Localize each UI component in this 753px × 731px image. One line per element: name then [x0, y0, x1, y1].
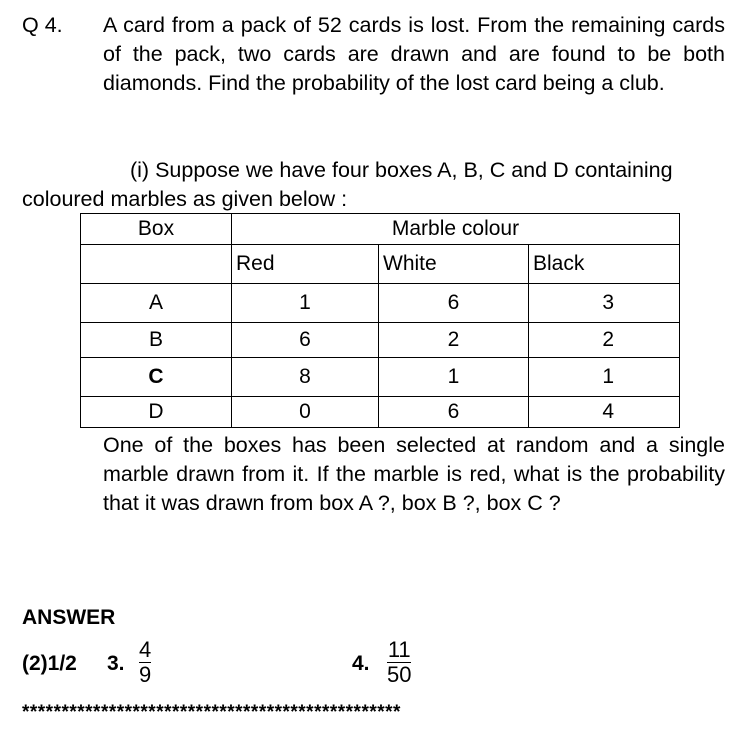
answer-4-fraction — [385, 638, 413, 687]
denominator: 9 — [139, 662, 152, 687]
colour-black: Black — [529, 245, 680, 284]
answer-2: (2)1/2 — [22, 652, 77, 675]
denominator: 50 — [387, 662, 412, 687]
box-label: C — [81, 358, 232, 397]
black-count: 1 — [529, 358, 680, 397]
numerator: 4 — [139, 637, 152, 662]
white-count: 6 — [379, 397, 529, 428]
part-i-line1: (i) Suppose we have four boxes A, B, C and D containing — [130, 158, 673, 182]
table-row — [81, 323, 680, 358]
box-header: Box — [81, 214, 232, 245]
followup-text: One of the boxes has been selected at random and a single marble drawn from it. If the marble is red, what is the probability that it was drawn from box A ?, box B ?, box C ? — [103, 433, 725, 515]
white-count: 1 — [379, 358, 529, 397]
table-row — [81, 358, 680, 397]
red-count: 6 — [232, 323, 379, 358]
box-label: D — [81, 397, 232, 428]
numerator: 11 — [387, 637, 411, 662]
white-count: 6 — [379, 284, 529, 323]
question-text: A card from a pack of 52 cards is lost. From the remaining cards of the pack, two cards are drawn and are found to be both diamonds. Find the probability of the lost card being a club. — [103, 13, 725, 95]
black-count: 4 — [529, 397, 680, 428]
table-row — [81, 284, 680, 323]
red-count: 0 — [232, 397, 379, 428]
question-number: Q 4. — [22, 13, 63, 37]
answer-heading: ANSWER — [22, 606, 116, 629]
white-count: 2 — [379, 323, 529, 358]
red-count: 1 — [232, 284, 379, 323]
box-label: B — [81, 323, 232, 358]
marble-table — [80, 213, 680, 428]
answer-4-label: 4. — [352, 652, 370, 675]
black-count: 2 — [529, 323, 680, 358]
red-count: 8 — [232, 358, 379, 397]
colour-white: White — [379, 245, 529, 284]
box-label: A — [81, 284, 232, 323]
answer-3-label: 3. — [107, 652, 125, 675]
colour-header: Marble colour — [232, 214, 680, 245]
part-i-line2: coloured marbles as given below : — [22, 187, 348, 211]
empty-cell — [81, 245, 232, 284]
table-row — [81, 397, 680, 428]
separator-line: ************************************************ — [22, 702, 401, 723]
black-count: 3 — [529, 284, 680, 323]
colour-red: Red — [232, 245, 379, 284]
answer-3-fraction — [139, 638, 151, 687]
